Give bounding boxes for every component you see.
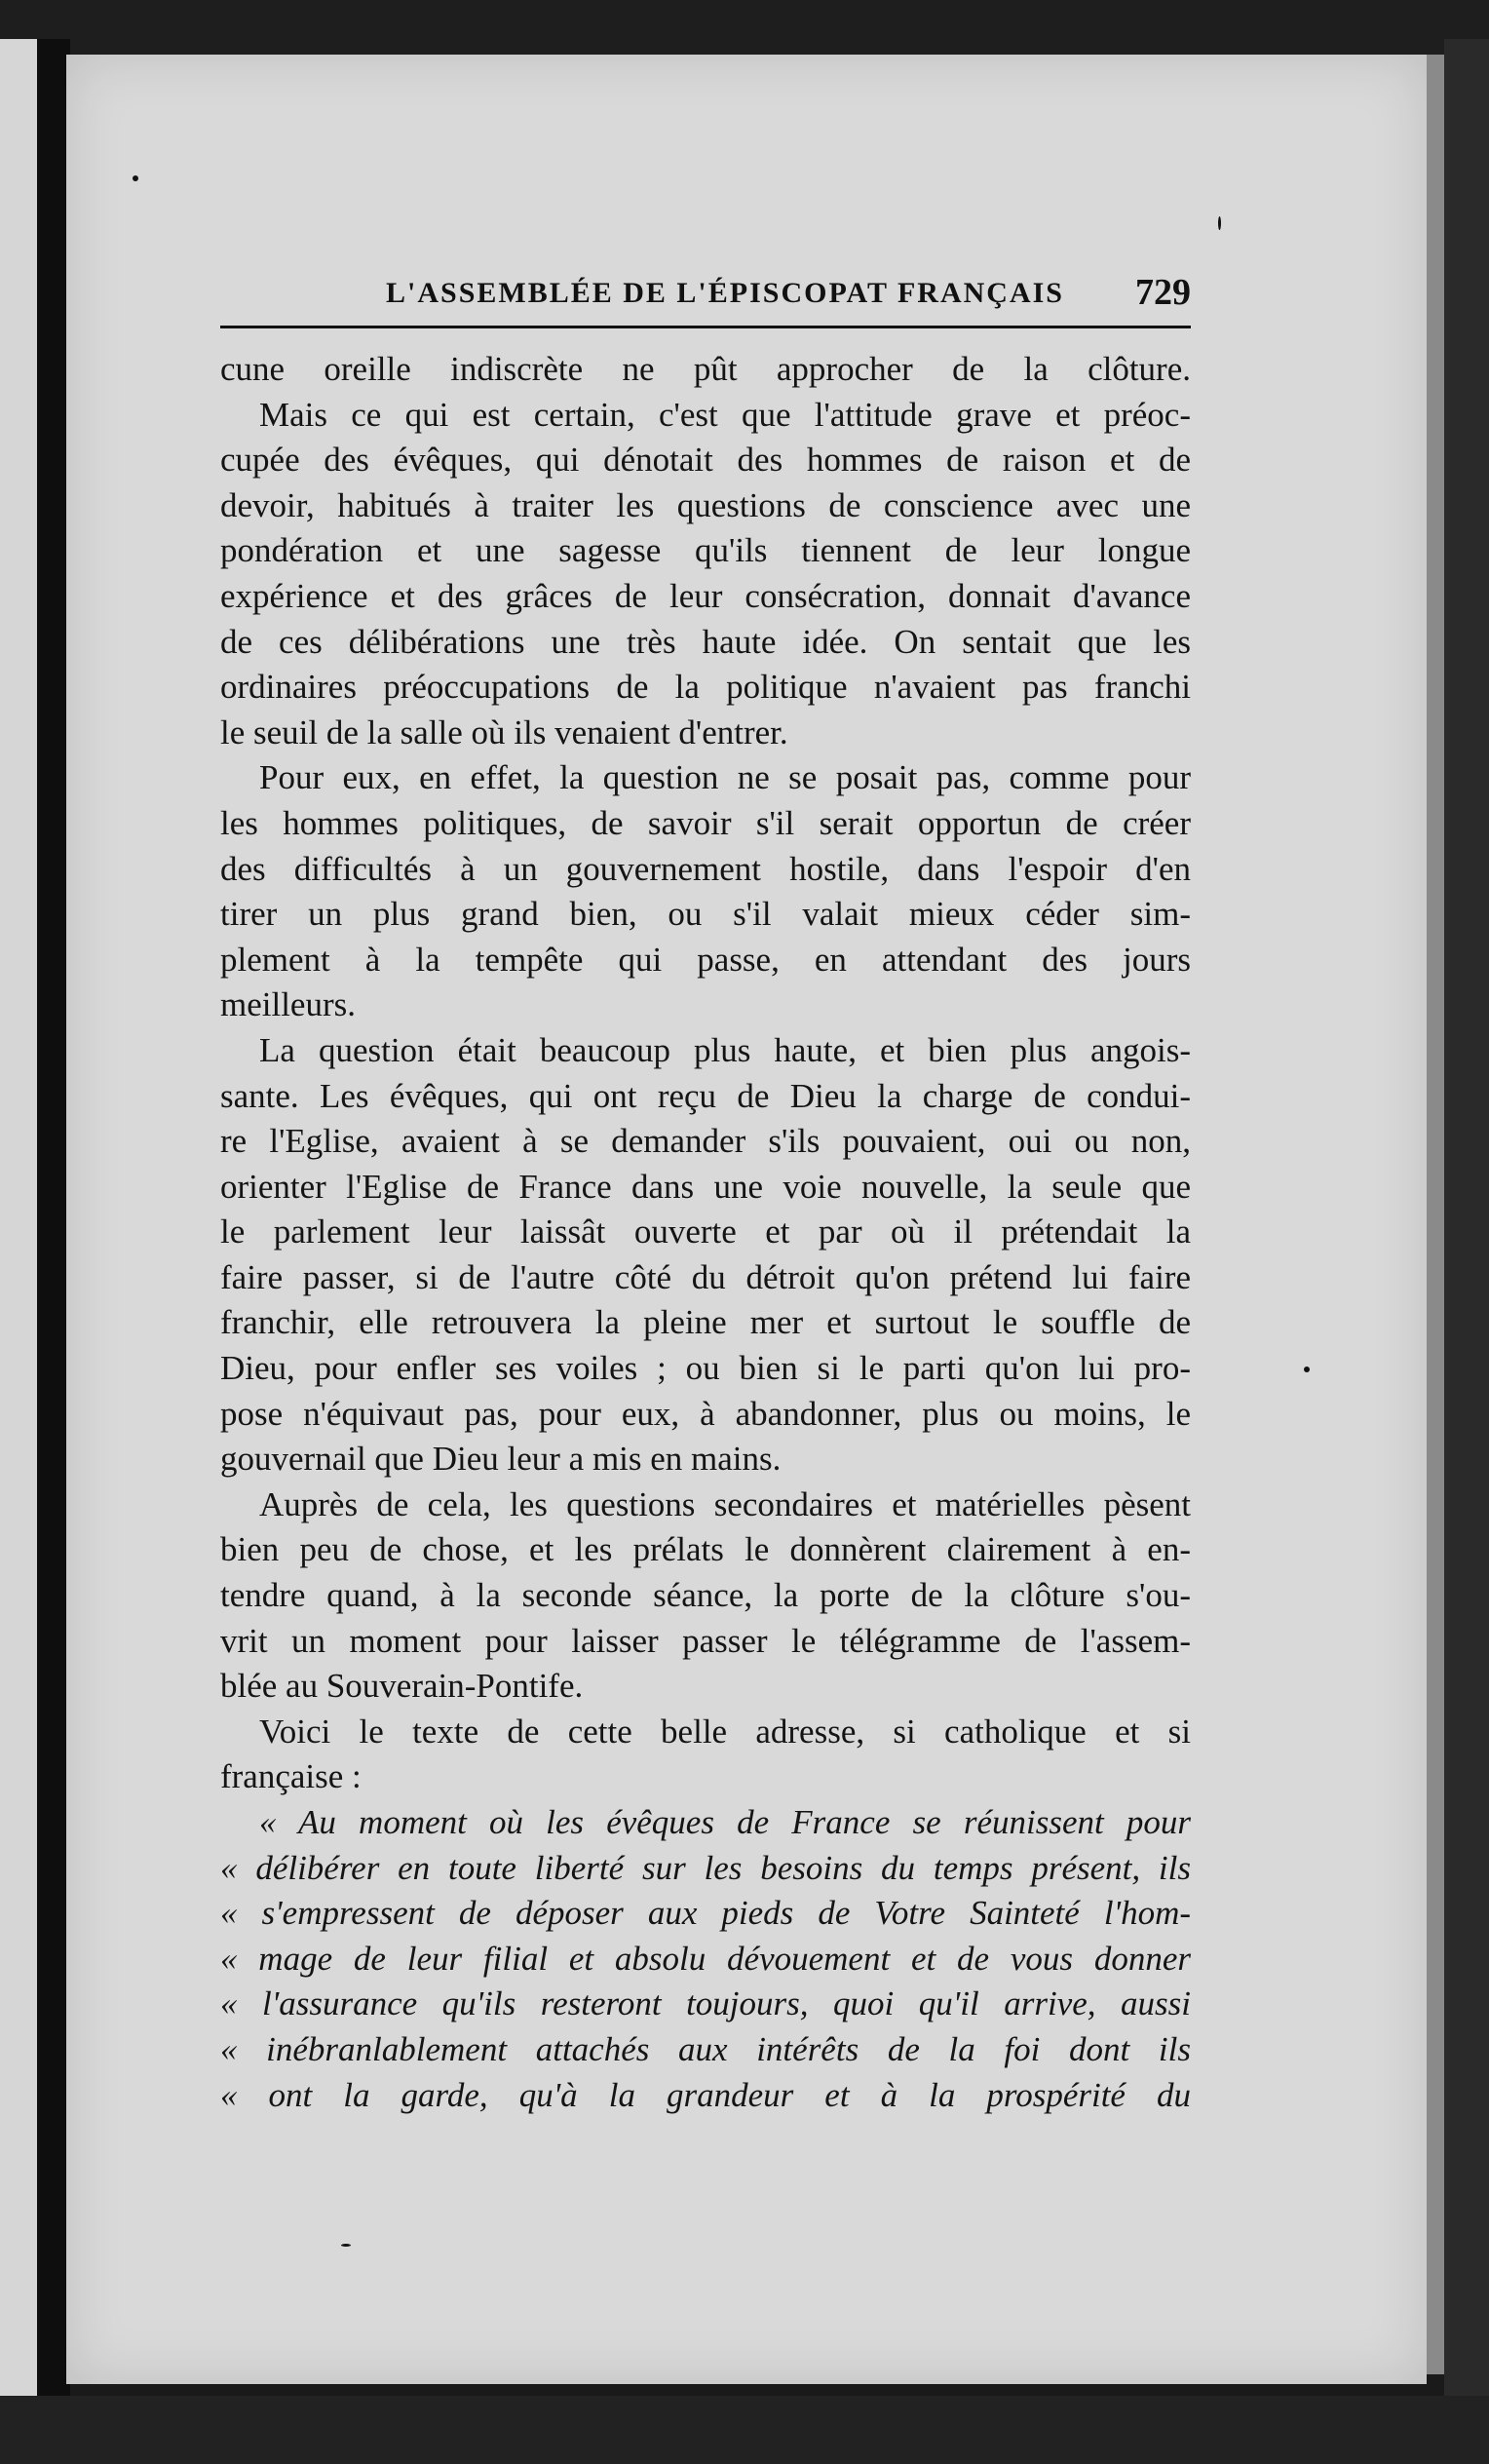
text-line: de ces délibérations une très haute idée. On sentait que les	[220, 622, 1191, 661]
quote-line: « inébranlablement attachés aux intérêts de la foi dont ils	[220, 2029, 1191, 2068]
page-stack-edge	[1427, 55, 1444, 2374]
scan-right-border	[1444, 39, 1489, 2398]
text-line: vrit un moment pour laisser passer le télégramme de l'assem-	[220, 1621, 1191, 1660]
text-line: le seuil de la salle où ils venaient d'entrer.	[220, 712, 788, 751]
body-text	[220, 347, 1191, 2118]
dust-speck	[341, 2244, 351, 2247]
quote-line: « délibérer en toute liberté sur les besoins du temps présent, ils	[220, 1848, 1191, 1887]
text-line: française :	[220, 1757, 362, 1796]
text-line: faire passer, si de l'autre côté du détroit qu'on prétend lui faire	[220, 1257, 1191, 1296]
text-line: blée au Souverain-Pontife.	[220, 1667, 584, 1706]
book-gutter-shadow	[37, 39, 70, 2398]
text-line: tendre quand, à la seconde séance, la porte de la clôture s'ou-	[220, 1576, 1191, 1615]
running-head	[220, 271, 1191, 328]
text-line: ordinaires préoccupations de la politique n'avaient pas franchi	[220, 668, 1191, 707]
scan-top-border	[0, 0, 1489, 55]
text-line: devoir, habitués à traiter les questions de conscience avec une	[220, 485, 1191, 524]
text-line: tirer un plus grand bien, ou s'il valait mieux céder sim-	[220, 895, 1191, 934]
text-line: La question était beaucoup plus haute, et bien plus angois-	[259, 1030, 1191, 1069]
text-line: Voici le texte de cette belle adresse, si catholique et si	[259, 1712, 1191, 1751]
scan-bottom-border	[0, 2396, 1489, 2464]
text-line: expérience et des grâces de leur consécration, donnait d'avance	[220, 576, 1191, 615]
text-line: Auprès de cela, les questions secondaires et matérielles pèsent	[259, 1484, 1191, 1523]
running-head-title: L'ASSEMBLÉE DE L'ÉPISCOPAT FRANÇAIS	[386, 277, 1064, 309]
text-line: gouvernail que Dieu leur a mis en mains.	[220, 1440, 782, 1479]
quote-line: « mage de leur filial et absolu dévouement et de vous donner	[220, 1939, 1191, 1978]
text-line: sante. Les évêques, qui ont reçu de Dieu la charge de condui-	[220, 1076, 1191, 1115]
text-line: des difficultés à un gouvernement hostile, dans l'espoir d'en	[220, 849, 1191, 888]
quote-line: « l'assurance qu'ils resteront toujours, quoi qu'il arrive, aussi	[220, 1984, 1191, 2023]
page-number: 729	[1135, 272, 1191, 313]
text-line: re l'Eglise, avaient à se demander s'ils pouvaient, oui ou non,	[220, 1122, 1191, 1161]
text-line: le parlement leur laissât ouverte et par où il prétendait la	[220, 1213, 1191, 1251]
text-line: Mais ce qui est certain, c'est que l'attitude grave et préoc-	[259, 395, 1191, 434]
text-line: plement à la tempête qui passe, en attendant des jours	[220, 940, 1191, 979]
quote-line: « ont la garde, qu'à la grandeur et à la prospérité du	[220, 2075, 1191, 2114]
text-line: cune oreille indiscrète ne pût approcher de la clôture.	[220, 350, 1191, 388]
text-line: meilleurs.	[220, 985, 356, 1024]
text-line: bien peu de chose, et les prélats le donnèrent clairement à en-	[220, 1530, 1191, 1569]
text-line: orienter l'Eglise de France dans une voie nouvelle, la seule que	[220, 1167, 1191, 1206]
text-line: Dieu, pour enfler ses voiles ; ou bien si le parti qu'on lui pro-	[220, 1349, 1191, 1388]
dust-speck	[1218, 216, 1221, 230]
text-line: pondération et une sagesse qu'ils tiennent de leur longue	[220, 531, 1191, 570]
text-line: cupée des évêques, qui dénotait des hommes de raison et de	[220, 441, 1191, 480]
previous-page-edge	[0, 39, 37, 2398]
dust-speck	[133, 175, 138, 181]
text-line: franchir, elle retrouvera la pleine mer et surtout le souffle de	[220, 1303, 1191, 1342]
text-line: les hommes politiques, de savoir s'il serait opportun de créer	[220, 803, 1191, 842]
text-line: pose n'équivaut pas, pour eux, à abandonner, plus ou moins, le	[220, 1394, 1191, 1433]
quote-line: « Au moment où les évêques de France se réunissent pour	[259, 1803, 1191, 1841]
quote-line: « s'empressent de déposer aux pieds de Votre Sainteté l'hom-	[220, 1894, 1191, 1933]
text-line: Pour eux, en effet, la question ne se posait pas, comme pour	[259, 758, 1191, 797]
dust-speck	[1304, 1367, 1310, 1372]
